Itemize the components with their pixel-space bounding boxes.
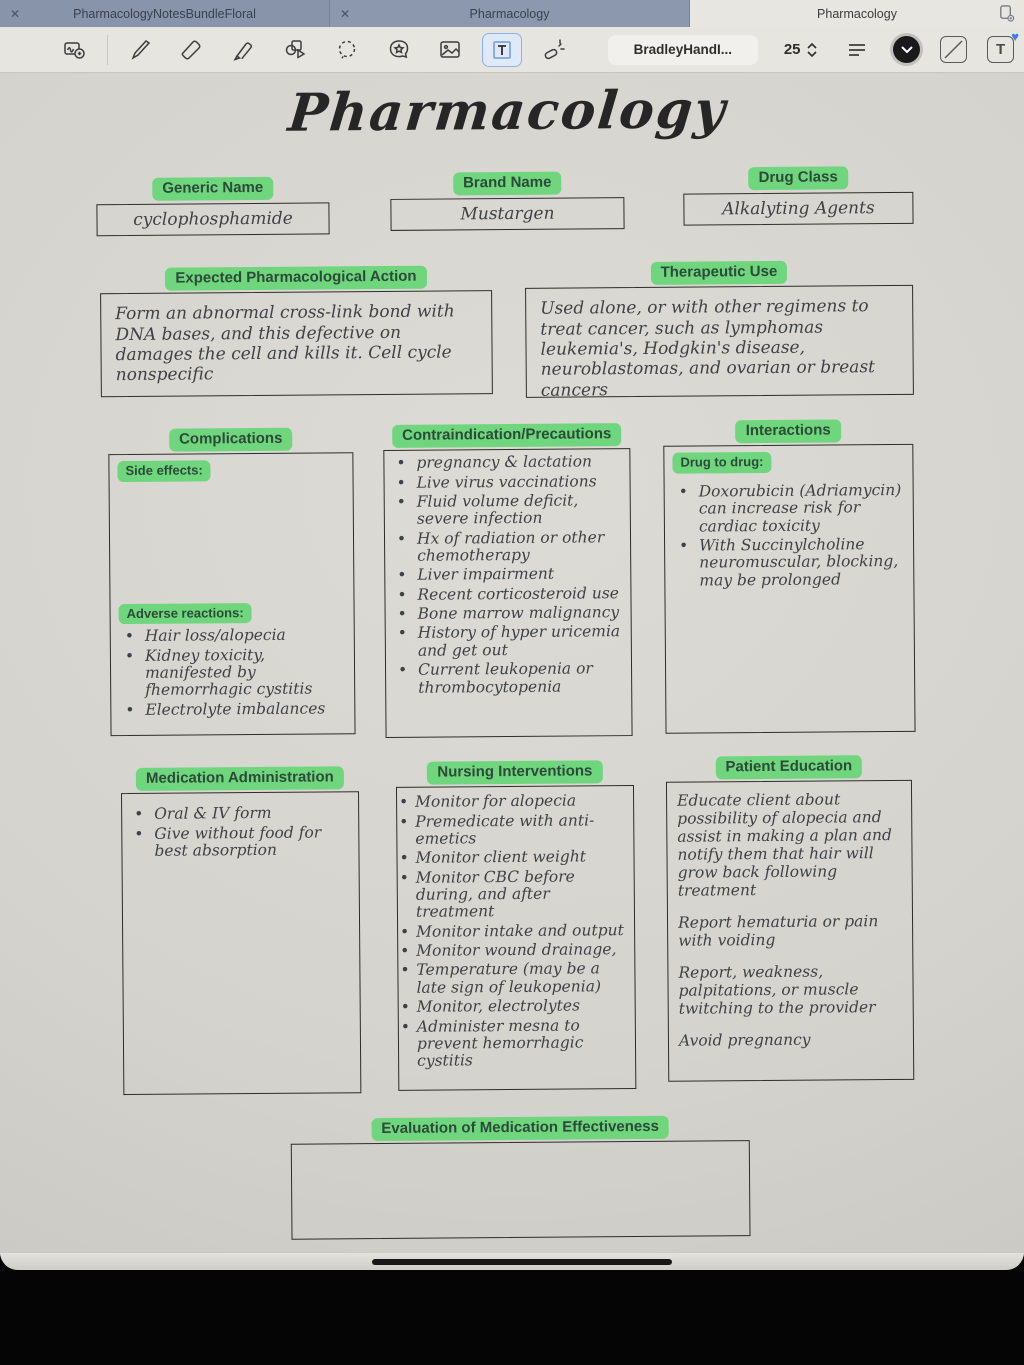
complications-label: Complications [169, 428, 293, 452]
interactions-section [663, 419, 915, 734]
tab-pharmacology-active[interactable] [690, 0, 1024, 27]
document-page [0, 73, 1024, 1253]
text-tool-icon[interactable] [483, 34, 521, 66]
expected-action-section [100, 265, 493, 397]
nursing-label: Nursing Interventions [427, 760, 602, 785]
administration-item: • Give without food for best absorption [128, 824, 352, 860]
therapeutic-use-label: Therapeutic Use [650, 261, 787, 285]
page-title: Pharmacology [285, 79, 730, 144]
interactions-label: Interactions [736, 419, 841, 443]
eraser-icon[interactable] [173, 34, 211, 66]
close-tab-icon[interactable]: ✕ [10, 6, 21, 21]
nursing-item: • Monitor intake and output [404, 922, 628, 941]
nursing-item: • Monitor wound drainage, [404, 941, 628, 960]
nursing-item: • Monitor, electrolytes [405, 997, 629, 1016]
contraindication-item: • Hx of radiation or other chemotherapy [391, 529, 624, 566]
nursing-item: • Monitor client weight [403, 848, 627, 867]
chevron-down-icon [900, 45, 914, 55]
patient-education-paragraph: Report hematuria or pain with voiding [677, 912, 879, 950]
contraindications-list [390, 453, 625, 696]
diagonal-slash-icon [941, 37, 966, 62]
lasso-icon[interactable] [328, 34, 366, 66]
patient-education-section [666, 755, 915, 1082]
drug-class-field [683, 166, 913, 226]
zoom-writing-tool-icon[interactable] [56, 34, 94, 66]
evaluation-label: Evaluation of Medication Effectiveness [371, 1116, 669, 1142]
generic-name-field [96, 176, 329, 236]
interaction-item: • Doxorubicin (Adriamycin) can increase risk for cardiac toxicity [673, 482, 905, 536]
pen-icon[interactable] [121, 34, 159, 66]
stepper-chevrons-icon [806, 41, 818, 59]
text-color-swatch[interactable] [893, 36, 920, 63]
adverse-reactions-label: Adverse reactions: [119, 603, 252, 625]
adverse-reaction-item: • Kidney toxicity, manifested by fhemorrhagic cystitis [119, 646, 346, 700]
tab-bar [0, 0, 1024, 27]
expected-action-text: Form an abnormal cross-link bond with DNA bases, and this defective on damages the cell and kills it. Cell cycle nonspecific [115, 301, 455, 386]
nursing-item: • Monitor for alopecia [403, 792, 627, 811]
evaluation-section [291, 1115, 751, 1240]
nursing-item: • Monitor CBC before during, and after treatment [404, 868, 628, 922]
adverse-reaction-item: • Electrolyte imbalances [119, 700, 346, 719]
sticker-icon[interactable] [380, 34, 418, 66]
font-size-value: 25 [783, 41, 801, 58]
generic-name-value: cyclophosphamide [96, 203, 329, 237]
nursing-list [403, 792, 629, 1070]
new-tab-icon[interactable] [997, 4, 1016, 23]
font-size-stepper[interactable] [784, 41, 818, 59]
image-icon[interactable] [431, 34, 469, 66]
favorite-heart-icon: ♥ [1011, 29, 1019, 44]
font-family-selector[interactable]: BradleyHandI... [608, 35, 758, 65]
fill-none-swatch[interactable] [940, 36, 967, 63]
administration-section [121, 766, 362, 1095]
toolbar [0, 27, 1024, 73]
text-style-t: T [995, 41, 1006, 58]
shapes-icon[interactable] [276, 34, 314, 66]
side-effects-label: Side effects: [117, 461, 210, 482]
tab-pharmacology-notes-bundle[interactable] [0, 0, 330, 27]
contraindication-item: • Fluid volume deficit, severe infection [391, 492, 624, 529]
patient-education-paragraphs [677, 791, 903, 1050]
contraindication-item: • History of hyper uricemia and get out [392, 624, 625, 661]
tab-label: Pharmacology [469, 6, 550, 21]
close-tab-icon[interactable]: ✕ [340, 6, 351, 21]
brand-name-field [390, 171, 624, 231]
contraindication-item: • Liver impairment [391, 566, 624, 585]
contraindications-label: Contraindication/Precautions [392, 423, 621, 448]
drug-class-value: Alkalyting Agents [683, 192, 913, 226]
nursing-item: • Premedicate with anti-emetics [403, 812, 627, 848]
contraindication-item: • Bone marrow malignancy [392, 604, 625, 623]
patient-education-paragraph: Educate client about possibility of alopecia and assist in making a plan and notify them that hair will grow back following treatment [677, 790, 892, 900]
therapeutic-use-text: Used alone, or with other regimens to treat cancer, such as lymphomas leukemia's, Hodgkin's disease, neuroblastomas, and ovarian or breast cancers [540, 296, 876, 401]
toolbar-separator [107, 35, 108, 65]
contraindication-item: • pregnancy & lactation [390, 453, 623, 472]
interaction-item: • With Succinylcholine neuromuscular, blocking, may be prolonged [673, 536, 905, 590]
brand-name-label: Brand Name [453, 172, 562, 196]
highlighter-icon[interactable] [224, 34, 262, 66]
adverse-reaction-item: • Hair loss/alopecia [119, 627, 346, 646]
text-style-button[interactable] [987, 29, 1019, 63]
nursing-item: • Temperature (may be a late sign of leukopenia) [404, 961, 628, 997]
administration-list [128, 805, 352, 861]
home-indicator[interactable] [372, 1259, 672, 1265]
brand-name-value: Mustargen [390, 197, 624, 231]
contraindication-item: • Current leukopenia or thrombocytopenia [392, 660, 625, 697]
expected-action-label: Expected Pharmacological Action [165, 266, 426, 291]
evaluation-box [291, 1140, 751, 1240]
tab-label: Pharmacology [817, 6, 897, 21]
complications-section [108, 427, 355, 736]
worksheet [0, 69, 1024, 1257]
tab-label: PharmacologyNotesBundleFloral [73, 6, 256, 21]
administration-item: • Oral & IV form [128, 805, 352, 824]
administration-label: Medication Administration [136, 766, 344, 791]
patient-education-paragraph: Avoid pregnancy [678, 1030, 811, 1050]
therapeutic-use-section [525, 260, 914, 401]
patient-education-label: Patient Education [715, 755, 862, 779]
contraindication-item: • Recent corticosteroid use [391, 585, 624, 604]
contraindications-section [383, 423, 632, 738]
adverse-reactions-list [119, 627, 347, 720]
text-align-icon[interactable] [839, 34, 877, 66]
laser-pointer-icon[interactable] [535, 34, 573, 66]
generic-name-label: Generic Name [152, 177, 273, 201]
nursing-section [396, 760, 637, 1091]
drug-to-drug-label: Drug to drug: [672, 452, 771, 473]
drug-class-label: Drug Class [749, 166, 848, 190]
contraindication-item: • Live virus vaccinations [391, 473, 624, 492]
tab-pharmacology-1[interactable] [330, 0, 690, 27]
patient-education-paragraph: Report, weakness, palpitations, or muscle twitching to the provider [678, 962, 876, 1018]
interactions-list [673, 482, 906, 590]
nursing-item: • Administer mesna to prevent hemorrhagic cystitis [405, 1017, 629, 1071]
